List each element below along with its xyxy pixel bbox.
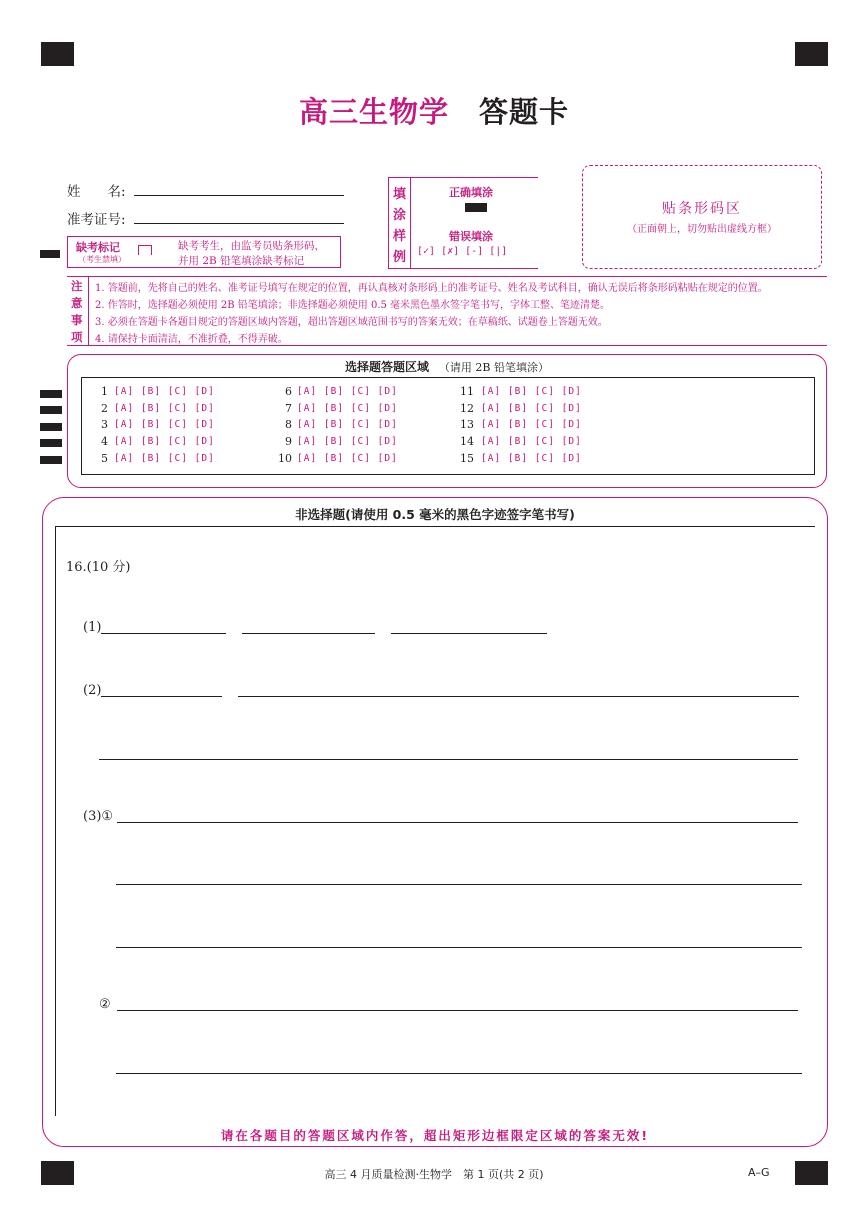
answer-line[interactable] bbox=[116, 884, 802, 885]
fill-example-box bbox=[388, 177, 538, 269]
question-number: 4 bbox=[101, 435, 108, 448]
nonchoice-warning: 请在各题目的答题区域内作答，超出矩形边框限定区域的答案无效! bbox=[220, 1128, 650, 1143]
answer-line[interactable] bbox=[391, 633, 547, 634]
notice-item: 3. 必须在答题卡各题目规定的答题区域内答题，超出答题区域范围书写的答案无效；在草稿纸、试题卷上答题无效。 bbox=[95, 317, 608, 328]
timing-mark bbox=[40, 439, 62, 447]
absence-instruction-1: 缺考考生，由监考员贴条形码， bbox=[178, 240, 325, 252]
barcode-note: （正面朝上，切勿贴出虚线方框） bbox=[627, 224, 777, 235]
question-number: 9 bbox=[285, 435, 292, 448]
option-row[interactable]: [A] [B] [C] [D] bbox=[297, 419, 398, 430]
part-2-label: (2) bbox=[83, 683, 102, 698]
card-title: 答题卡 bbox=[479, 95, 570, 129]
notice-side-char: 注 bbox=[71, 279, 83, 293]
fill-side-char: 例 bbox=[393, 250, 407, 265]
option-row[interactable]: [A] [B] [C] [D] bbox=[481, 436, 582, 447]
notice-side-char: 事 bbox=[71, 313, 83, 327]
choice-section-hint: （请用 2B 铅笔填涂） bbox=[438, 361, 549, 374]
footer-code: A–G bbox=[748, 1166, 770, 1179]
notice-side-char: 意 bbox=[71, 296, 83, 310]
notice-box bbox=[67, 276, 827, 346]
option-row[interactable]: [A] [B] [C] [D] bbox=[481, 403, 582, 414]
answer-line[interactable] bbox=[101, 633, 226, 634]
option-row[interactable]: [A] [B] [C] [D] bbox=[114, 386, 215, 397]
option-row[interactable]: [A] [B] [C] [D] bbox=[114, 436, 215, 447]
option-row[interactable]: [A] [B] [C] [D] bbox=[481, 386, 582, 397]
timing-mark bbox=[40, 250, 60, 258]
answer-line[interactable] bbox=[99, 759, 798, 760]
absence-box bbox=[67, 236, 341, 268]
subject-title: 高三生物学 bbox=[298, 95, 449, 129]
nonchoice-section-title: 非选择题(请使用 0.5 毫米的黑色字迹签字笔书写) bbox=[295, 507, 575, 522]
question-number: 15 bbox=[460, 452, 474, 465]
question-16-label: 16.(10 分) bbox=[66, 560, 131, 575]
exam-id-field[interactable] bbox=[134, 223, 344, 224]
notice-side bbox=[67, 277, 89, 345]
question-number: 12 bbox=[460, 402, 474, 415]
answer-line[interactable] bbox=[116, 1073, 802, 1074]
answer-line[interactable] bbox=[101, 696, 222, 697]
part-3-label: (3)① bbox=[83, 809, 114, 824]
absence-label: 缺考标记 bbox=[76, 241, 120, 254]
answer-line[interactable] bbox=[116, 947, 802, 948]
notice-item: 2. 作答时，选择题必须使用 2B 铅笔填涂；非选择题必须使用 0.5 毫米黑色墨水签字笔书写，字体工整、笔迹清楚。 bbox=[95, 300, 611, 311]
option-row[interactable]: [A] [B] [C] [D] bbox=[297, 386, 398, 397]
absence-checkbox[interactable] bbox=[138, 245, 152, 255]
barcode-title: 贴条形码区 bbox=[662, 201, 742, 217]
option-row[interactable]: [A] [B] [C] [D] bbox=[481, 453, 582, 464]
option-row[interactable]: [A] [B] [C] [D] bbox=[114, 453, 215, 464]
timing-mark bbox=[40, 456, 62, 464]
part-3b-label: ② bbox=[99, 997, 111, 1012]
name-label: 姓 名: bbox=[67, 184, 126, 200]
question-number: 10 bbox=[278, 452, 292, 465]
option-row[interactable]: [A] [B] [C] [D] bbox=[297, 453, 398, 464]
absence-instruction-2: 并用 2B 铅笔填涂缺考标记 bbox=[178, 255, 305, 267]
wrong-fill-label: 错误填涂 bbox=[449, 230, 493, 243]
part-1-label: (1) bbox=[83, 620, 102, 635]
question-number: 7 bbox=[285, 402, 292, 415]
choice-section-title: 选择题答题区域 bbox=[345, 360, 430, 374]
question-number: 6 bbox=[285, 385, 292, 398]
corner-mark-top-left bbox=[41, 42, 74, 66]
page-title bbox=[0, 90, 868, 131]
option-row[interactable]: [A] [B] [C] [D] bbox=[114, 419, 215, 430]
fill-side-char: 涂 bbox=[393, 208, 407, 223]
option-row[interactable]: [A] [B] [C] [D] bbox=[297, 403, 398, 414]
fill-example-side bbox=[389, 178, 411, 268]
barcode-area bbox=[582, 165, 822, 269]
question-number: 14 bbox=[460, 435, 474, 448]
wrong-fill-samples: [✓] [✗] [-] [|] bbox=[417, 246, 508, 257]
footer-text: 高三 4 月质量检测·生物学 第 1 页(共 2 页) bbox=[324, 1168, 544, 1181]
fill-side-char: 样 bbox=[393, 229, 407, 244]
answer-line[interactable] bbox=[238, 696, 799, 697]
timing-mark bbox=[40, 390, 62, 398]
answer-line[interactable] bbox=[117, 822, 798, 823]
notice-item: 1. 答题前，先将自己的姓名、准考证号填写在规定的位置，再认真核对条形码上的准考证号、姓名及考试科目，确认无误后将条形码粘贴在规定的位置。 bbox=[95, 283, 768, 294]
timing-mark bbox=[40, 423, 62, 431]
question-number: 13 bbox=[460, 418, 474, 431]
answer-line[interactable] bbox=[117, 1010, 798, 1011]
question-number: 2 bbox=[101, 402, 108, 415]
question-number: 5 bbox=[101, 452, 108, 465]
absence-sub-label: （考生禁填） bbox=[78, 255, 126, 264]
fill-side-char: 填 bbox=[393, 187, 407, 202]
notice-side-char: 项 bbox=[71, 330, 83, 344]
option-row[interactable]: [A] [B] [C] [D] bbox=[481, 419, 582, 430]
answer-line[interactable] bbox=[242, 633, 375, 634]
corner-mark-top-right bbox=[795, 42, 828, 66]
question-number: 8 bbox=[285, 418, 292, 431]
correct-fill-sample bbox=[465, 203, 487, 212]
choice-section-heading bbox=[68, 358, 826, 375]
question-number: 1 bbox=[101, 385, 108, 398]
option-row[interactable]: [A] [B] [C] [D] bbox=[114, 403, 215, 414]
timing-mark bbox=[40, 406, 62, 414]
nonchoice-divider bbox=[55, 526, 815, 527]
correct-fill-label: 正确填涂 bbox=[449, 186, 493, 199]
notice-item: 4. 请保持卡面清洁，不准折叠，不得弄破。 bbox=[95, 334, 288, 345]
exam-id-label: 准考证号: bbox=[67, 212, 126, 228]
option-row[interactable]: [A] [B] [C] [D] bbox=[297, 436, 398, 447]
question-number: 11 bbox=[460, 385, 474, 398]
nonchoice-left-border bbox=[55, 526, 56, 1116]
name-field[interactable] bbox=[134, 195, 344, 196]
question-number: 3 bbox=[101, 418, 108, 431]
